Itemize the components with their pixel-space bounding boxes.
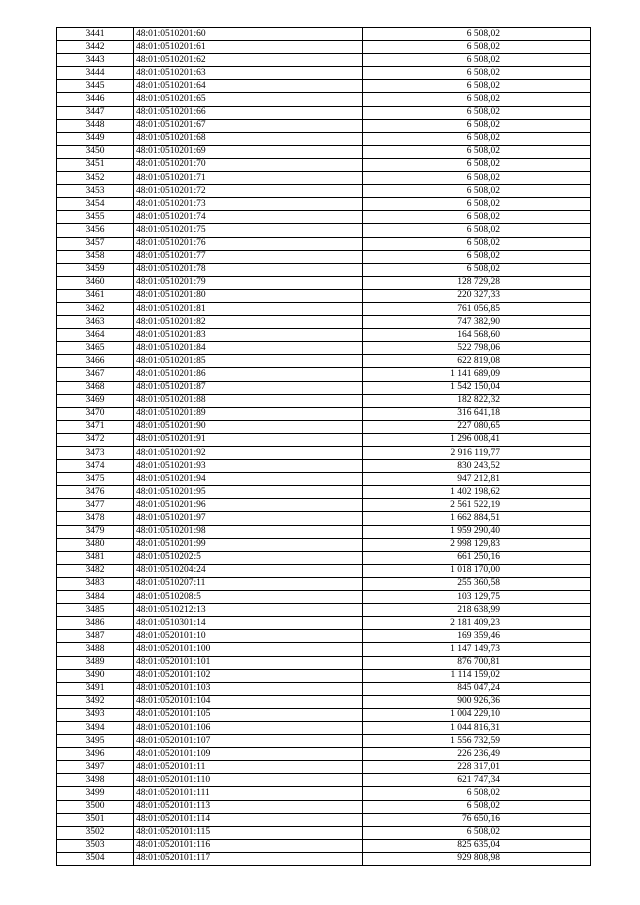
row-number-cell: 3452 <box>57 172 134 185</box>
cadastral-number-cell: 48:01:0510201:74 <box>134 211 363 224</box>
cadastral-value-cell: 825 635,04 <box>363 839 591 852</box>
cadastral-value-cell: 1 114 159,02 <box>363 669 591 682</box>
row-number-cell: 3475 <box>57 473 134 486</box>
cadastral-number-cell: 48:01:0510201:68 <box>134 132 363 145</box>
table-row <box>57 643 591 656</box>
row-number-cell: 3482 <box>57 564 134 577</box>
cadastral-value-cell: 1 147 149,73 <box>363 643 591 656</box>
cadastral-value-cell: 228 317,01 <box>363 761 591 774</box>
cadastral-value-cell: 182 822,32 <box>363 394 591 407</box>
cadastral-value-cell: 6 508,02 <box>363 826 591 839</box>
cadastral-value-cell: 6 508,02 <box>363 263 591 276</box>
row-number-cell: 3463 <box>57 316 134 329</box>
cadastral-value-cell: 6 508,02 <box>363 28 591 41</box>
cadastral-value-cell: 226 236,49 <box>363 748 591 761</box>
table-row <box>57 564 591 577</box>
cadastral-number-cell: 48:01:0510201:84 <box>134 342 363 355</box>
cadastral-number-cell: 48:01:0510201:85 <box>134 355 363 368</box>
cadastral-number-cell: 48:01:0510201:78 <box>134 263 363 276</box>
cadastral-value-cell: 2 916 119,77 <box>363 447 591 460</box>
cadastral-number-cell: 48:01:0520101:100 <box>134 643 363 656</box>
cadastral-number-cell: 48:01:0520101:10 <box>134 630 363 643</box>
table-row <box>57 669 591 682</box>
row-number-cell: 3478 <box>57 512 134 525</box>
table-row <box>57 302 591 315</box>
row-number-cell: 3472 <box>57 433 134 446</box>
cadastral-number-cell: 48:01:0520101:103 <box>134 682 363 695</box>
row-number-cell: 3453 <box>57 185 134 198</box>
cadastral-value-cell: 761 056,85 <box>363 302 591 315</box>
cadastral-number-cell: 48:01:0510201:73 <box>134 198 363 211</box>
table-row <box>57 316 591 329</box>
table-row <box>57 250 591 263</box>
table-row <box>57 591 591 604</box>
cadastral-value-cell: 6 508,02 <box>363 224 591 237</box>
row-number-cell: 3497 <box>57 761 134 774</box>
row-number-cell: 3499 <box>57 787 134 800</box>
cadastral-number-cell: 48:01:0520101:102 <box>134 669 363 682</box>
table-row <box>57 211 591 224</box>
cadastral-number-cell: 48:01:0510202:5 <box>134 551 363 564</box>
row-number-cell: 3461 <box>57 289 134 302</box>
cadastral-value-cell: 947 212,81 <box>363 473 591 486</box>
row-number-cell: 3451 <box>57 158 134 171</box>
row-number-cell: 3481 <box>57 551 134 564</box>
row-number-cell: 3498 <box>57 774 134 787</box>
table-row <box>57 67 591 80</box>
cadastral-value-cell: 6 508,02 <box>363 800 591 813</box>
row-number-cell: 3470 <box>57 407 134 420</box>
cadastral-value-cell: 255 360,58 <box>363 577 591 590</box>
row-number-cell: 3469 <box>57 394 134 407</box>
cadastral-value-cell: 6 508,02 <box>363 54 591 67</box>
cadastral-value-cell: 929 808,98 <box>363 852 591 865</box>
cadastral-value-cell: 76 650,16 <box>363 813 591 826</box>
cadastral-value-cell: 747 382,90 <box>363 316 591 329</box>
cadastral-value-cell: 6 508,02 <box>363 158 591 171</box>
table-row <box>57 381 591 394</box>
row-number-cell: 3493 <box>57 708 134 721</box>
cadastral-value-cell: 316 641,18 <box>363 407 591 420</box>
cadastral-number-cell: 48:01:0510201:69 <box>134 145 363 158</box>
table-row <box>57 787 591 800</box>
cadastral-value-cell: 1 044 816,31 <box>363 721 591 734</box>
table-row <box>57 839 591 852</box>
table-row <box>57 93 591 106</box>
cadastral-value-table <box>56 27 591 866</box>
table-row <box>57 276 591 289</box>
cadastral-number-cell: 48:01:0510201:82 <box>134 316 363 329</box>
cadastral-value-cell: 6 508,02 <box>363 41 591 54</box>
cadastral-number-cell: 48:01:0520101:104 <box>134 695 363 708</box>
cadastral-number-cell: 48:01:0510201:98 <box>134 525 363 538</box>
cadastral-value-cell: 227 080,65 <box>363 420 591 433</box>
cadastral-number-cell: 48:01:0510201:63 <box>134 67 363 80</box>
cadastral-value-cell: 2 181 409,23 <box>363 617 591 630</box>
row-number-cell: 3496 <box>57 748 134 761</box>
cadastral-number-cell: 48:01:0520101:107 <box>134 735 363 748</box>
table-row <box>57 682 591 695</box>
cadastral-number-cell: 48:01:0520101:105 <box>134 708 363 721</box>
table-row <box>57 447 591 460</box>
cadastral-number-cell: 48:01:0510201:76 <box>134 237 363 250</box>
table-row <box>57 774 591 787</box>
table-row <box>57 551 591 564</box>
cadastral-value-cell: 1 004 229,10 <box>363 708 591 721</box>
cadastral-value-cell: 6 508,02 <box>363 145 591 158</box>
table-row <box>57 119 591 132</box>
cadastral-number-cell: 48:01:0510201:81 <box>134 302 363 315</box>
row-number-cell: 3491 <box>57 682 134 695</box>
cadastral-value-cell: 103 129,75 <box>363 591 591 604</box>
row-number-cell: 3458 <box>57 250 134 263</box>
cadastral-number-cell: 48:01:0510204:24 <box>134 564 363 577</box>
table-row <box>57 761 591 774</box>
table-row <box>57 368 591 381</box>
table-row <box>57 473 591 486</box>
row-number-cell: 3442 <box>57 41 134 54</box>
row-number-cell: 3494 <box>57 721 134 734</box>
cadastral-number-cell: 48:01:0510201:62 <box>134 54 363 67</box>
cadastral-value-cell: 6 508,02 <box>363 106 591 119</box>
cadastral-number-cell: 48:01:0520101:113 <box>134 800 363 813</box>
cadastral-number-cell: 48:01:0510201:89 <box>134 407 363 420</box>
cadastral-number-cell: 48:01:0510201:77 <box>134 250 363 263</box>
cadastral-number-cell: 48:01:0520101:11 <box>134 761 363 774</box>
cadastral-number-cell: 48:01:0510201:91 <box>134 433 363 446</box>
row-number-cell: 3450 <box>57 145 134 158</box>
cadastral-number-cell: 48:01:0510201:71 <box>134 172 363 185</box>
row-number-cell: 3504 <box>57 852 134 865</box>
row-number-cell: 3441 <box>57 28 134 41</box>
table-row <box>57 721 591 734</box>
cadastral-value-cell: 128 729,28 <box>363 276 591 289</box>
cadastral-number-cell: 48:01:0510207:11 <box>134 577 363 590</box>
table-row <box>57 80 591 93</box>
row-number-cell: 3483 <box>57 577 134 590</box>
cadastral-number-cell: 48:01:0520101:110 <box>134 774 363 787</box>
table-row <box>57 460 591 473</box>
table-row <box>57 407 591 420</box>
cadastral-value-cell: 876 700,81 <box>363 656 591 669</box>
cadastral-number-cell: 48:01:0520101:116 <box>134 839 363 852</box>
row-number-cell: 3473 <box>57 447 134 460</box>
cadastral-number-cell: 48:01:0510201:80 <box>134 289 363 302</box>
cadastral-value-cell: 1 959 290,40 <box>363 525 591 538</box>
row-number-cell: 3495 <box>57 735 134 748</box>
cadastral-value-cell: 2 998 129,83 <box>363 538 591 551</box>
cadastral-value-cell: 169 359,46 <box>363 630 591 643</box>
table-row <box>57 433 591 446</box>
cadastral-number-cell: 48:01:0510201:79 <box>134 276 363 289</box>
cadastral-number-cell: 48:01:0510201:86 <box>134 368 363 381</box>
table-row <box>57 158 591 171</box>
cadastral-number-cell: 48:01:0520101:106 <box>134 721 363 734</box>
row-number-cell: 3445 <box>57 80 134 93</box>
table-row <box>57 604 591 617</box>
row-number-cell: 3446 <box>57 93 134 106</box>
cadastral-number-cell: 48:01:0510201:90 <box>134 420 363 433</box>
cadastral-value-cell: 1 296 008,41 <box>363 433 591 446</box>
row-number-cell: 3480 <box>57 538 134 551</box>
table-row <box>57 355 591 368</box>
cadastral-number-cell: 48:01:0510301:14 <box>134 617 363 630</box>
row-number-cell: 3487 <box>57 630 134 643</box>
row-number-cell: 3486 <box>57 617 134 630</box>
cadastral-number-cell: 48:01:0520101:114 <box>134 813 363 826</box>
row-number-cell: 3479 <box>57 525 134 538</box>
table-row <box>57 813 591 826</box>
cadastral-value-cell: 6 508,02 <box>363 185 591 198</box>
cadastral-number-cell: 48:01:0520101:101 <box>134 656 363 669</box>
cadastral-value-cell: 6 508,02 <box>363 67 591 80</box>
table-row <box>57 656 591 669</box>
table-row <box>57 342 591 355</box>
row-number-cell: 3488 <box>57 643 134 656</box>
cadastral-value-cell: 1 556 732,59 <box>363 735 591 748</box>
row-number-cell: 3502 <box>57 826 134 839</box>
cadastral-value-cell: 1 662 884,51 <box>363 512 591 525</box>
cadastral-number-cell: 48:01:0510201:65 <box>134 93 363 106</box>
row-number-cell: 3460 <box>57 276 134 289</box>
row-number-cell: 3477 <box>57 499 134 512</box>
cadastral-number-cell: 48:01:0510201:96 <box>134 499 363 512</box>
row-number-cell: 3464 <box>57 329 134 342</box>
row-number-cell: 3501 <box>57 813 134 826</box>
table-row <box>57 132 591 145</box>
cadastral-value-cell: 164 568,60 <box>363 329 591 342</box>
cadastral-value-cell: 6 508,02 <box>363 250 591 263</box>
cadastral-value-cell: 220 327,33 <box>363 289 591 302</box>
cadastral-value-cell: 218 638,99 <box>363 604 591 617</box>
cadastral-number-cell: 48:01:0510201:97 <box>134 512 363 525</box>
row-number-cell: 3443 <box>57 54 134 67</box>
table-row <box>57 735 591 748</box>
cadastral-value-cell: 661 250,16 <box>363 551 591 564</box>
cadastral-value-cell: 1 141 689,09 <box>363 368 591 381</box>
row-number-cell: 3449 <box>57 132 134 145</box>
table-row <box>57 512 591 525</box>
cadastral-value-cell: 6 508,02 <box>363 93 591 106</box>
table-row <box>57 800 591 813</box>
cadastral-value-cell: 6 508,02 <box>363 172 591 185</box>
cadastral-value-cell: 622 819,08 <box>363 355 591 368</box>
row-number-cell: 3503 <box>57 839 134 852</box>
row-number-cell: 3456 <box>57 224 134 237</box>
table-row <box>57 185 591 198</box>
cadastral-value-cell: 6 508,02 <box>363 132 591 145</box>
row-number-cell: 3490 <box>57 669 134 682</box>
cadastral-number-cell: 48:01:0510208:5 <box>134 591 363 604</box>
table-row <box>57 525 591 538</box>
row-number-cell: 3457 <box>57 237 134 250</box>
table-row <box>57 708 591 721</box>
cadastral-value-cell: 830 243,52 <box>363 460 591 473</box>
table-row <box>57 198 591 211</box>
table-row <box>57 289 591 302</box>
cadastral-number-cell: 48:01:0510201:88 <box>134 394 363 407</box>
cadastral-number-cell: 48:01:0510201:83 <box>134 329 363 342</box>
cadastral-number-cell: 48:01:0510201:70 <box>134 158 363 171</box>
row-number-cell: 3455 <box>57 211 134 224</box>
row-number-cell: 3444 <box>57 67 134 80</box>
cadastral-value-cell: 522 798,06 <box>363 342 591 355</box>
table-row <box>57 41 591 54</box>
cadastral-value-cell: 900 926,36 <box>363 695 591 708</box>
table-body <box>57 28 591 866</box>
table-row <box>57 172 591 185</box>
row-number-cell: 3468 <box>57 381 134 394</box>
row-number-cell: 3474 <box>57 460 134 473</box>
cadastral-number-cell: 48:01:0510201:75 <box>134 224 363 237</box>
table-row <box>57 695 591 708</box>
row-number-cell: 3466 <box>57 355 134 368</box>
cadastral-number-cell: 48:01:0510201:72 <box>134 185 363 198</box>
row-number-cell: 3454 <box>57 198 134 211</box>
row-number-cell: 3485 <box>57 604 134 617</box>
cadastral-number-cell: 48:01:0520101:115 <box>134 826 363 839</box>
cadastral-value-cell: 6 508,02 <box>363 119 591 132</box>
cadastral-value-cell: 621 747,34 <box>363 774 591 787</box>
row-number-cell: 3492 <box>57 695 134 708</box>
cadastral-number-cell: 48:01:0510212:13 <box>134 604 363 617</box>
cadastral-number-cell: 48:01:0510201:95 <box>134 486 363 499</box>
table-row <box>57 106 591 119</box>
table-row <box>57 499 591 512</box>
table-row <box>57 237 591 250</box>
cadastral-number-cell: 48:01:0520101:109 <box>134 748 363 761</box>
table-row <box>57 852 591 865</box>
cadastral-number-cell: 48:01:0510201:60 <box>134 28 363 41</box>
table-row <box>57 263 591 276</box>
cadastral-value-cell: 2 561 522,19 <box>363 499 591 512</box>
table-row <box>57 748 591 761</box>
cadastral-number-cell: 48:01:0510201:93 <box>134 460 363 473</box>
row-number-cell: 3484 <box>57 591 134 604</box>
row-number-cell: 3471 <box>57 420 134 433</box>
row-number-cell: 3467 <box>57 368 134 381</box>
row-number-cell: 3476 <box>57 486 134 499</box>
table-row <box>57 617 591 630</box>
cadastral-value-cell: 6 508,02 <box>363 198 591 211</box>
cadastral-value-cell: 1 402 198,62 <box>363 486 591 499</box>
table-row <box>57 224 591 237</box>
row-number-cell: 3465 <box>57 342 134 355</box>
cadastral-number-cell: 48:01:0510201:99 <box>134 538 363 551</box>
cadastral-number-cell: 48:01:0520101:117 <box>134 852 363 865</box>
table-row <box>57 329 591 342</box>
cadastral-number-cell: 48:01:0510201:64 <box>134 80 363 93</box>
cadastral-number-cell: 48:01:0510201:61 <box>134 41 363 54</box>
table-row <box>57 630 591 643</box>
table-row <box>57 394 591 407</box>
row-number-cell: 3462 <box>57 302 134 315</box>
table-row <box>57 145 591 158</box>
cadastral-value-cell: 6 508,02 <box>363 787 591 800</box>
table-row <box>57 538 591 551</box>
row-number-cell: 3459 <box>57 263 134 276</box>
table-row <box>57 826 591 839</box>
row-number-cell: 3448 <box>57 119 134 132</box>
cadastral-number-cell: 48:01:0510201:94 <box>134 473 363 486</box>
cadastral-number-cell: 48:01:0510201:66 <box>134 106 363 119</box>
cadastral-value-cell: 1 018 170,00 <box>363 564 591 577</box>
cadastral-number-cell: 48:01:0520101:111 <box>134 787 363 800</box>
table-row <box>57 420 591 433</box>
row-number-cell: 3500 <box>57 800 134 813</box>
table-row <box>57 28 591 41</box>
table-row <box>57 577 591 590</box>
cadastral-number-cell: 48:01:0510201:92 <box>134 447 363 460</box>
cadastral-value-cell: 845 047,24 <box>363 682 591 695</box>
table-row <box>57 54 591 67</box>
row-number-cell: 3489 <box>57 656 134 669</box>
cadastral-value-cell: 6 508,02 <box>363 237 591 250</box>
cadastral-number-cell: 48:01:0510201:87 <box>134 381 363 394</box>
cadastral-value-cell: 1 542 150,04 <box>363 381 591 394</box>
row-number-cell: 3447 <box>57 106 134 119</box>
cadastral-value-cell: 6 508,02 <box>363 211 591 224</box>
cadastral-number-cell: 48:01:0510201:67 <box>134 119 363 132</box>
table-row <box>57 486 591 499</box>
cadastral-value-cell: 6 508,02 <box>363 80 591 93</box>
